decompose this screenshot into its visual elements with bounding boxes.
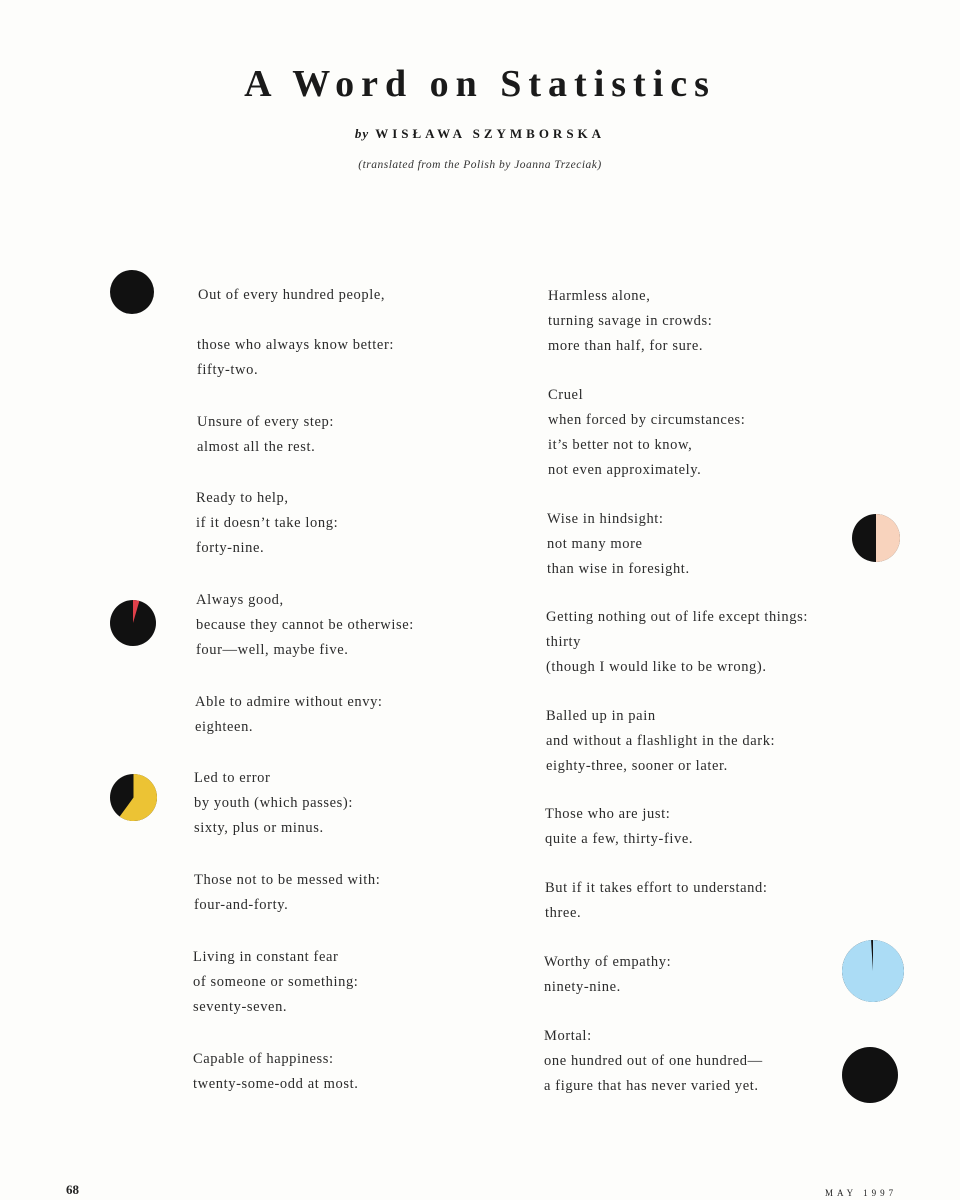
poem-line: fifty-two.: [197, 362, 259, 378]
poem-line: Ready to help,: [196, 490, 289, 506]
pie-hundred-people-icon: [110, 270, 154, 314]
poem-line: one hundred out of one hundred—: [544, 1053, 763, 1069]
poem-line: not many more: [547, 536, 643, 552]
stanza: [195, 690, 383, 740]
byline-prefix: by: [354, 126, 370, 141]
stanza: [193, 945, 358, 1020]
stanza: [197, 333, 394, 383]
stanza: [194, 868, 380, 918]
stanza: [193, 1047, 358, 1097]
pie-hundred-people-base: [110, 270, 154, 314]
poem-line: Mortal:: [544, 1028, 592, 1044]
poem-line: when forced by circumstances:: [548, 412, 746, 428]
poem-line: eighteen.: [195, 719, 254, 735]
poem-line: quite a few, thirty-five.: [545, 831, 694, 847]
poem-line: a figure that has never varied yet.: [544, 1078, 759, 1094]
stanza: [545, 802, 693, 852]
translation-note: (translated from the Polish by Joanna Trzeciak): [358, 159, 602, 171]
pie-wise-in-hindsight-icon: [852, 514, 900, 562]
poem-line: than wise in foresight.: [547, 561, 690, 577]
poem-line: Getting nothing out of life except things:: [546, 609, 808, 625]
poem-line: Those who are just:: [545, 806, 671, 822]
poem-line: Always good,: [196, 592, 284, 608]
stanza: [545, 876, 767, 926]
poem-line: twenty-some-odd at most.: [193, 1076, 359, 1092]
poem-line: and without a flashlight in the dark:: [546, 733, 776, 749]
poem-line: if it doesn’t take long:: [196, 515, 339, 531]
poem-line: four—well, maybe five.: [196, 642, 349, 658]
poem-line: eighty-three, sooner or later.: [546, 758, 728, 774]
pie-wise-in-hindsight-slice: [876, 514, 900, 562]
poem-line: Wise in hindsight:: [547, 511, 664, 527]
poem-line: four-and-forty.: [194, 897, 289, 913]
pie-led-to-error-icon: [110, 774, 157, 821]
stanza: [544, 950, 671, 1000]
poem-line: three.: [545, 905, 582, 921]
poem-line: seventy-seven.: [193, 999, 288, 1015]
poem-line: But if it takes effort to understand:: [545, 880, 768, 896]
poem-line: not even approximately.: [548, 462, 702, 478]
poem-line: more than half, for sure.: [548, 338, 704, 354]
stanza: [198, 283, 385, 308]
poem-line: almost all the rest.: [197, 439, 316, 455]
pie-worthy-of-empathy-slice: [842, 940, 904, 1002]
author-name: WISŁAWA SZYMBORSKA: [375, 126, 606, 141]
stanza: [196, 588, 414, 663]
poem-line: Those not to be messed with:: [194, 872, 381, 888]
poem-line: Balled up in pain: [546, 708, 656, 724]
poem-line: (though I would like to be wrong).: [546, 659, 767, 675]
stanza: [547, 507, 690, 582]
pie-worthy-of-empathy-icon: [842, 940, 904, 1002]
byline: [0, 126, 960, 142]
pie-mortal-base: [842, 1047, 898, 1103]
poem-line: Able to admire without envy:: [195, 694, 383, 710]
poem-line: thirty: [546, 634, 582, 650]
poem-line: ninety-nine.: [544, 979, 621, 995]
poem-line: forty-nine.: [196, 540, 265, 556]
stanza: [546, 704, 775, 779]
stanza: [546, 605, 808, 680]
poem-title: A Word on Statistics: [244, 63, 716, 105]
poem-line: by youth (which passes):: [194, 795, 353, 811]
poem-line: Worthy of empathy:: [544, 954, 672, 970]
poem-line: Led to error: [194, 770, 271, 786]
poem-line: it’s better not to know,: [548, 437, 693, 453]
issue-date: MAY 1997: [825, 1188, 898, 1198]
poem-line: Harmless alone,: [548, 288, 651, 304]
pie-mortal-icon: [842, 1047, 898, 1103]
poem-line: Cruel: [548, 387, 584, 403]
poem-line: Out of every hundred people,: [198, 287, 386, 303]
poem-line: of someone or something:: [193, 974, 359, 990]
stanza: [548, 284, 712, 359]
poem-line: Capable of happiness:: [193, 1051, 334, 1067]
stanza: [548, 383, 745, 483]
stanza: [194, 766, 353, 841]
poem-line: because they cannot be otherwise:: [196, 617, 414, 633]
poem-line: turning savage in crowds:: [548, 313, 713, 329]
stanza: [544, 1024, 763, 1099]
page-number: 68: [66, 1182, 79, 1197]
stanza: [197, 410, 334, 460]
poem-line: sixty, plus or minus.: [194, 820, 324, 836]
poem-line: Unsure of every step:: [197, 414, 335, 430]
poem-line: those who always know better:: [197, 337, 395, 353]
poem-line: Living in constant fear: [193, 949, 339, 965]
stanza: [196, 486, 338, 561]
pie-always-good-icon: [110, 600, 156, 646]
